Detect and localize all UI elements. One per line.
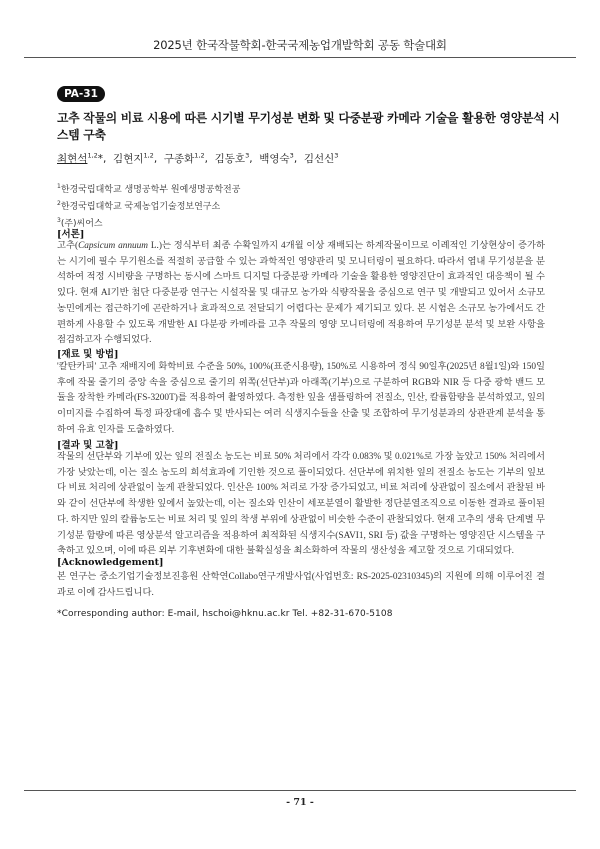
author-affil-sup: 3 xyxy=(245,151,250,160)
poster-id-badge: PA-31 xyxy=(57,86,105,102)
methods-body: '칼탄카피' 고추 재배지에 화학비료 수준을 50%, 100%(표준시용량), 150%로 시용하여 정식 90일후(2025년 8월1일)와 150일 후에 작물 줄기의 중앙 속을 중심으로 줄기의 위쪽(선단부)과 아래쪽(기부)으로 구분하여 RGB와 NIR 등 다중 광학 밴드 모듈을 장착한 카메라(FS-3200T)를 적용하여 촬영하였다. 측정한 잎을 샘플링하여 전질소, 인산, 칼륨함량을 분석하였고, 잎의 이미지를 수집하여 특정 파장대에 흡수 및 반사되는 여러 식생지수들을 산출 및 조합하여 무기성분과의 상관관계 분석을 통하여 유효 인자를 도출하였다. xyxy=(57,362,545,435)
results-heading: [결과 및 고찰] xyxy=(57,440,119,451)
page-number: - 71 - xyxy=(286,797,314,808)
affil-sup: 2 xyxy=(57,200,61,207)
author-name: 김선신 xyxy=(303,153,335,165)
author-name: 김현지 xyxy=(113,153,144,165)
affiliation-list xyxy=(57,180,557,231)
author-affil-sup: 3 xyxy=(334,151,339,160)
ack-heading: [Acknowledgement] xyxy=(57,557,164,568)
affiliation-line xyxy=(57,197,557,214)
affil-sup: 1 xyxy=(57,183,61,190)
author-name: 구종화 xyxy=(163,153,195,165)
intro-text: L.)는 정식부터 최종 수확일까지 4개월 이상 재배되는 하계작물이므로 이례적인 기상현상이 증가하는 시기에 필수 무기원소를 적절히 공급할 수 있는 과학적인 영양관리 및 모니터링이 필요하다. 따라서 엽내 무기성분을 분석하여 적정 시비량을 구명하는 동시에 스마트 디지털 다중분광 카메라 기술을 활용한 영양진단이 효과적인 대응책이 될 수 있다. 현재 AI기반 첨단 다중분광 연구는 시설작물 및 대규모 농가와 식량작물을 중심으로 연구 및 개발되고 있어서 소규모 농민에게는 접근하기에 곤란하거나 효과적으로 전달되기 어렵다는 문제가 제기되고 있다. 본 시험은 소규모 농가에서도 간편하게 사용할 수 있도록 개발한 AI 다분광 카메라를 고추 작물의 영양 모니터링에 적용하여 무기성분 분석 및 보완 사항을 점검하고자 수행되었다. xyxy=(57,241,545,346)
scientific-name: Capsicum annuum xyxy=(78,241,149,251)
affil-text: 한경국립대학교 생명공학부 원예생명공학전공 xyxy=(60,185,241,195)
intro-heading: [서론] xyxy=(57,229,85,240)
author-name: 백영숙 xyxy=(259,153,290,165)
conference-header: 2025년 한국작물학회-한국국제농업개발학회 공동 학술대회 xyxy=(153,38,447,52)
author-name: 김동호 xyxy=(214,153,246,165)
intro-body xyxy=(57,239,545,349)
author-list: 최현석$^{1,2}$*, 김현지$^{1,2}$, 구종화$^{1,2}$, 김동호$^3$, 백영숙$^3$, 김선신$^3$ xyxy=(57,151,339,165)
author-name: 최현석 xyxy=(57,153,88,165)
author-affil-sup: 1,2 xyxy=(87,151,98,160)
author-affil-sup: 1,2 xyxy=(194,151,205,160)
paper-title: 고추 작물의 비료 시용에 따른 시기별 무기성분 변화 및 다중분광 카메라 기술을 활용한 영양분석 시스템 구축 xyxy=(57,111,560,142)
methods-heading: [재료 및 방법] xyxy=(57,349,119,360)
intro-text-pre: 고추( xyxy=(57,241,79,251)
ack-body: 본 연구는 중소기업기술정보진흥원 산학연Collabo연구개발사업(사업번호: RS-2025-02310345)의 지원에 의해 이루어진 결과로 이에 감사드립니다. xyxy=(57,572,545,598)
affil-text: (주)씨어스 xyxy=(60,219,103,229)
footer-rule xyxy=(24,790,576,791)
results-body: 작물의 선단부와 기부에 있는 잎의 전질소 농도는 비료 50% 처리에서 각각 0.083% 및 0.021%로 가장 높았고 150% 처리에서 가장 낮았는데, 이는 질소 농도의 희석효과에 기인한 것으로 풀이되었다. 선단부에 위치한 잎의 전질소 농도는 기부의 잎보다 비료 처리에 상관없이 높게 관찰되었다. 인산은 100% 처리로 가장 증가되었고, 비료 처리에 상관없이 질소에서 관찰된 바와 같이 선단부에 착생한 잎에서 높았는데, 이는 질소와 인산이 세포분열이 활발한 정단분열조직으로 이동한 결과로 풀이된다. 하지만 잎의 칼륨농도는 비료 처리 및 잎의 착생 부위에 상관없이 비슷한 수준이 관찰되었다. 현재 고추의 생육 단계별 무기성분 함량에 따른 영상분석 알고리즘을 적용하여 최적화된 식생지수(SAVI1, SRI 등) 값을 구명하는 영양진단 시스템을 구축하고 있으며, 이에 따른 외부 기후변화에 대한 불확실성을 최소화하여 작물의 생산성을 제고할 것으로 기대되었다. xyxy=(57,452,545,557)
corresponding-author: *Corresponding author: E-mail, hschoi@hknu.ac.kr Tel. +82-31-670-5108 xyxy=(57,609,393,619)
affiliation-line xyxy=(57,214,557,231)
corresponding-mark: * xyxy=(97,153,104,165)
affil-text: 한경국립대학교 국제농업기술정보연구소 xyxy=(60,202,221,212)
author-affil-sup: 1,2 xyxy=(143,151,154,160)
header-rule xyxy=(24,57,576,58)
affil-sup: 3 xyxy=(57,217,61,224)
author-affil-sup: 3 xyxy=(289,151,294,160)
affiliation-line xyxy=(57,180,557,197)
